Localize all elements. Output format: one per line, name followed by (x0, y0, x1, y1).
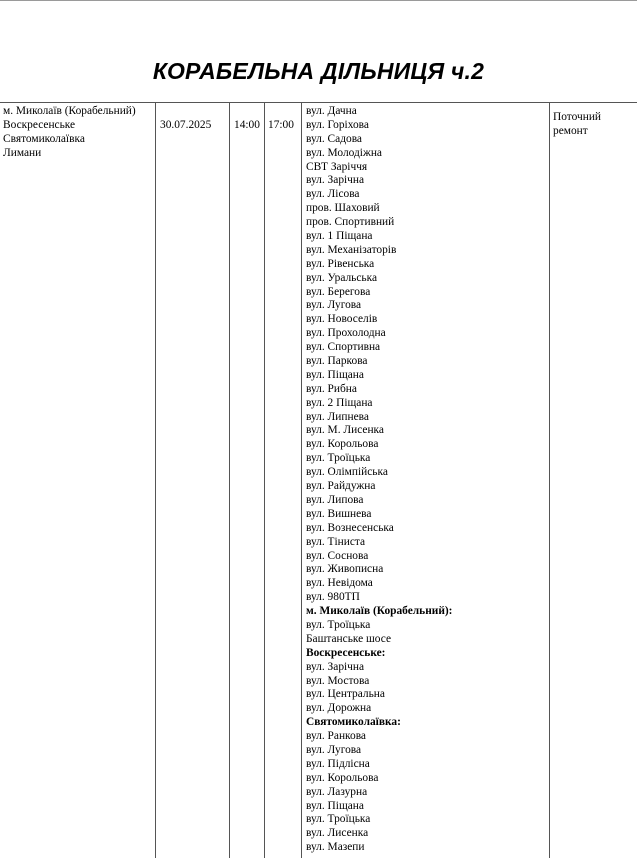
street-item: вул. Корольова (306, 438, 379, 451)
street-item: вул. Піщана (306, 799, 364, 812)
outage-table (0, 102, 637, 858)
street-item: вул. Піщана (306, 368, 364, 381)
settlement-heading: Святомиколаївка: (306, 716, 401, 729)
street-item: Баштанське шосе (306, 632, 392, 645)
location-item: м. Миколаїв (Корабельний) (3, 105, 136, 117)
column-divider (301, 102, 302, 858)
street-item: пров. Спортивний (306, 216, 395, 229)
street-item: вул. Рівенська (306, 257, 375, 270)
street-item: СВТ Заріччя (306, 160, 368, 173)
column-divider (264, 102, 265, 858)
location-item: Лимани (3, 146, 42, 159)
street-item: вул. Зарічна (306, 660, 365, 673)
street-item: вул. Спортивна (306, 341, 381, 354)
work-type-cell: Поточний ремонт (553, 111, 602, 137)
street-item: вул. Лазурна (306, 785, 368, 798)
table-top-border (0, 102, 637, 103)
street-item: вул. Механізаторів (306, 243, 397, 256)
street-item: вул. Мостова (306, 674, 370, 687)
location-item: Воскресенське (3, 118, 76, 131)
page-title: КОРАБЕЛЬНА ДІЛЬНИЦЯ ч.2 (152, 58, 485, 84)
street-item: вул. Соснова (306, 549, 369, 562)
street-item: вул. Прохолодна (306, 327, 386, 340)
column-divider (155, 102, 156, 858)
street-item: вул. Зарічна (306, 174, 365, 187)
street-item: вул. Мазепи (306, 841, 365, 854)
street-item: вул. Паркова (306, 355, 368, 368)
settlement-heading: м. Миколаїв (Корабельний): (306, 605, 453, 618)
street-item: пров. Шаховий (306, 202, 380, 215)
date-cell: 30.07.2025 (160, 119, 212, 131)
street-item: вул. Лісова (306, 188, 360, 201)
street-item: вул. Уральська (306, 271, 378, 284)
street-item: вул. Троїцька (306, 618, 371, 631)
street-item: вул. Дорожна (306, 702, 372, 715)
street-item: вул. Лисенка (306, 827, 369, 840)
street-item: вул. Троїцька (306, 813, 371, 826)
end-time-cell: 17:00 (268, 119, 294, 131)
street-item: вул. Дачна (306, 105, 357, 117)
street-item: вул. Тіниста (306, 535, 366, 548)
location-item: Святомиколаївка (3, 132, 85, 145)
street-item: вул. Підлісна (306, 757, 370, 770)
settlement-heading: Воскресенське: (306, 646, 386, 659)
street-item: вул. Новоселів (306, 313, 378, 326)
street-item: вул. Райдужна (306, 480, 376, 493)
street-item: вул. Лугова (306, 299, 362, 312)
street-item: вул. Молодіжна (306, 146, 382, 159)
column-divider (229, 102, 230, 858)
start-time-cell: 14:00 (234, 119, 260, 131)
column-divider (549, 102, 550, 858)
street-item: вул. Вознесенська (306, 521, 394, 534)
street-item: вул. Липова (306, 493, 364, 506)
street-item: вул. Корольова (306, 771, 379, 784)
street-item: вул. Троїцька (306, 452, 371, 465)
street-item: вул. Центральна (306, 688, 385, 701)
street-item: вул. Рибна (306, 382, 357, 395)
street-item: вул. М. Лисенка (306, 424, 384, 437)
street-item: вул. 980ТП (306, 591, 360, 604)
top-rule (0, 0, 637, 1)
street-item: вул. Садова (306, 132, 362, 145)
street-item: вул. Берегова (306, 285, 371, 298)
street-item: вул. 2 Піщана (306, 396, 373, 409)
street-item: вул. Ранкова (306, 730, 366, 743)
street-item: вул. Живописна (306, 563, 384, 576)
street-item: вул. Вишнева (306, 507, 372, 520)
locations-cell (3, 105, 136, 161)
streets-cell (306, 105, 452, 855)
street-item: вул. Невідома (306, 577, 373, 590)
street-item: вул. 1 Піщана (306, 230, 373, 243)
street-item: вул. Лугова (306, 743, 362, 756)
street-item: вул. Липнева (306, 410, 369, 423)
street-item: вул. Горіхова (306, 118, 369, 131)
street-item: вул. Олімпійська (306, 466, 388, 479)
